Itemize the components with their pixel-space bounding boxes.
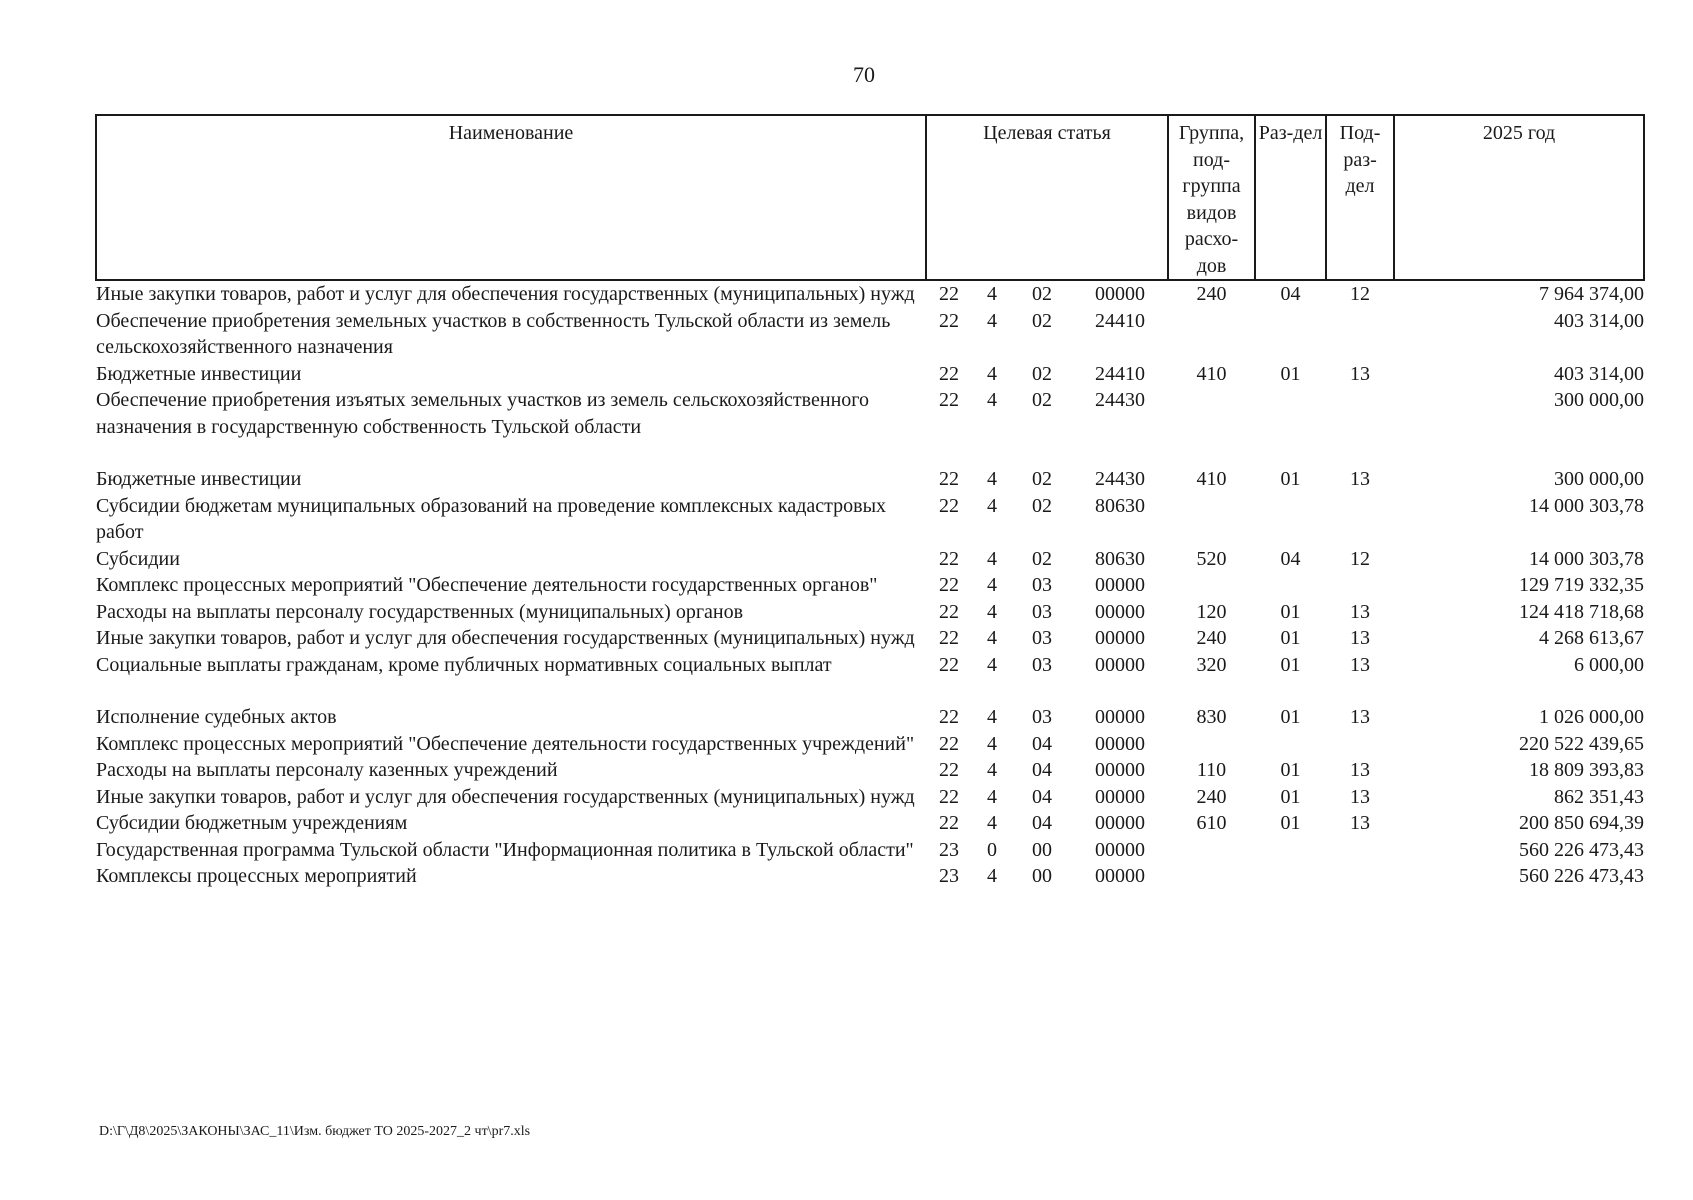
target-code-type: 4 (987, 600, 997, 623)
target-code-program: 22 (939, 812, 959, 834)
budget-table (95, 114, 1645, 890)
row-name: Социальные выплаты гражданам, кроме публичных нормативных социальных выплат (96, 653, 832, 676)
expense-group: 240 (1196, 785, 1227, 808)
section-code: 01 (1280, 785, 1301, 808)
target-code-complex: 02 (1032, 362, 1052, 385)
target-code-program: 22 (939, 653, 959, 676)
row-name: Субсидии (96, 547, 180, 570)
target-code-direction: 00000 (1095, 627, 1146, 649)
target-code-type: 4 (987, 468, 997, 490)
table-row (96, 784, 1644, 811)
section-code (1255, 731, 1326, 758)
target-code-program: 22 (939, 309, 959, 332)
row-name: Иные закупки товаров, работ и услуг для обеспечения государственных (муниципальных) нужд (96, 627, 915, 649)
target-code-program: 22 (939, 706, 959, 728)
subsection-code: 13 (1350, 468, 1371, 490)
row-name: Бюджетные инвестиции (96, 362, 302, 385)
target-code-type: 4 (987, 574, 997, 596)
subsection-code (1326, 493, 1394, 546)
target-code-program: 22 (939, 627, 959, 649)
target-code-program: 22 (939, 547, 959, 570)
expense-group (1168, 863, 1255, 890)
target-code-complex: 02 (1032, 309, 1052, 332)
row-name: Комплекс процессных мероприятий "Обеспечение деятельности государственных органов" (96, 574, 878, 596)
target-code-complex: 04 (1032, 759, 1052, 781)
subsection-code: 13 (1350, 653, 1371, 676)
target-code-direction: 00000 (1095, 706, 1146, 728)
target-code-complex: 04 (1032, 732, 1052, 755)
subsection-code: 12 (1350, 283, 1371, 305)
subsection-code (1326, 863, 1394, 890)
table-body (96, 280, 1644, 890)
row-name: Государственная программа Тульской области "Информационная политика в Тульской области" (96, 838, 914, 861)
target-code-direction: 00000 (1095, 574, 1146, 596)
table-row (96, 757, 1644, 784)
target-code-direction: 24410 (1095, 309, 1146, 332)
target-code-direction: 00000 (1095, 283, 1146, 305)
expense-group: 410 (1196, 362, 1227, 385)
target-code-type: 0 (987, 838, 997, 861)
target-code-direction: 00000 (1095, 653, 1146, 676)
row-name: Субсидии бюджетам муниципальных образований на проведение комплексных кадастровых работ (96, 494, 887, 543)
expense-group: 110 (1196, 759, 1227, 781)
subsection-code: 13 (1350, 627, 1371, 649)
header-name: Наименование (96, 115, 926, 280)
target-code-direction: 00000 (1095, 838, 1146, 861)
amount-2025: 403 314,00 (1554, 362, 1645, 385)
row-name: Обеспечение приобретения земельных участков в собственность Тульской области из земель сельскохозяйственного назначения (96, 309, 891, 358)
section-code (1255, 837, 1326, 864)
target-code-type: 4 (987, 706, 997, 728)
target-code-complex: 02 (1032, 494, 1052, 517)
target-code-type: 4 (987, 865, 997, 887)
target-code-direction: 00000 (1095, 600, 1146, 623)
header-subsection: Под-раз-дел (1326, 115, 1394, 280)
expense-group (1168, 308, 1255, 361)
target-code-program: 22 (939, 732, 959, 755)
row-name: Иные закупки товаров, работ и услуг для обеспечения государственных (муниципальных) нужд (96, 785, 915, 808)
header-section: Раз-дел (1255, 115, 1326, 280)
target-code-program: 22 (939, 362, 959, 385)
target-code-program: 22 (939, 494, 959, 517)
section-code: 01 (1280, 600, 1301, 623)
table-row (96, 493, 1644, 546)
expense-group: 120 (1196, 600, 1227, 623)
section-code: 04 (1280, 283, 1301, 305)
target-code-type: 4 (987, 362, 997, 385)
table-row (96, 704, 1644, 731)
target-code-complex: 03 (1032, 627, 1052, 649)
expense-group: 830 (1196, 706, 1227, 728)
amount-2025: 129 719 332,35 (1519, 574, 1645, 596)
header-expense-group: Группа, под-группа видов расхо-дов (1168, 115, 1255, 280)
amount-2025: 560 226 473,43 (1519, 865, 1645, 887)
row-name: Исполнение судебных актов (96, 706, 337, 728)
target-code-complex: 00 (1032, 838, 1052, 861)
target-code-type: 4 (987, 283, 997, 305)
section-code: 04 (1280, 547, 1301, 570)
table-row (96, 546, 1644, 573)
target-code-direction: 80630 (1095, 547, 1146, 570)
expense-group (1168, 493, 1255, 546)
row-name: Комплексы процессных мероприятий (96, 865, 417, 887)
section-code (1255, 863, 1326, 890)
section-code (1255, 308, 1326, 361)
table-row (96, 599, 1644, 626)
target-code-program: 22 (939, 574, 959, 596)
amount-2025: 18 809 393,83 (1529, 759, 1645, 781)
target-code-type: 4 (987, 732, 997, 755)
amount-2025: 300 000,00 (1554, 389, 1645, 411)
target-code-complex: 02 (1032, 283, 1052, 305)
amount-2025: 403 314,00 (1554, 309, 1645, 332)
subsection-code: 13 (1350, 785, 1371, 808)
subsection-code: 13 (1350, 812, 1371, 834)
subsection-code: 13 (1350, 600, 1371, 623)
target-code-direction: 24430 (1095, 389, 1146, 411)
target-code-direction: 24410 (1095, 362, 1146, 385)
table-row (96, 466, 1644, 493)
expense-group: 610 (1196, 812, 1227, 834)
expense-group (1168, 572, 1255, 599)
table-row (96, 837, 1644, 864)
table-row (96, 625, 1644, 652)
expense-group (1168, 837, 1255, 864)
table-header (96, 115, 1644, 280)
target-code-direction: 00000 (1095, 759, 1146, 781)
target-code-type: 4 (987, 759, 997, 781)
target-code-type: 4 (987, 627, 997, 649)
section-code (1255, 572, 1326, 599)
section-code: 01 (1280, 706, 1301, 728)
page-number: 70 (853, 62, 875, 87)
target-code-type: 4 (987, 547, 997, 570)
table-row (96, 361, 1644, 388)
expense-group: 410 (1196, 468, 1227, 490)
amount-2025: 14 000 303,78 (1529, 547, 1645, 570)
table-row (96, 308, 1644, 361)
subsection-code (1326, 387, 1394, 466)
amount-2025: 14 000 303,78 (1529, 494, 1645, 517)
amount-2025: 200 850 694,39 (1519, 812, 1645, 834)
target-code-complex: 02 (1032, 547, 1052, 570)
section-code (1255, 493, 1326, 546)
target-code-complex: 02 (1032, 468, 1052, 490)
amount-2025: 124 418 718,68 (1519, 600, 1645, 623)
expense-group (1168, 731, 1255, 758)
target-code-program: 23 (939, 838, 959, 861)
amount-2025: 300 000,00 (1554, 468, 1645, 490)
section-code: 01 (1280, 812, 1301, 834)
subsection-code (1326, 572, 1394, 599)
table-row (96, 572, 1644, 599)
row-name: Комплекс процессных мероприятий "Обеспечение деятельности государственных учреждений" (96, 732, 915, 755)
target-code-program: 23 (939, 865, 959, 887)
target-code-program: 22 (939, 283, 959, 305)
subsection-code: 12 (1350, 547, 1371, 570)
file-path-footer: D:\Г\Д8\2025\ЗАКОНЫ\ЗАС_11\Изм. бюджет ТО 2025-2027_2 чт\pr7.xls (99, 1124, 531, 1139)
row-name: Обеспечение приобретения изъятых земельных участков из земель сельскохозяйственного назначения в государственную собственность Тульской области (96, 389, 869, 438)
section-code (1255, 387, 1326, 466)
section-code: 01 (1280, 468, 1301, 490)
subsection-code (1326, 837, 1394, 864)
target-code-complex: 04 (1032, 812, 1052, 834)
section-code: 01 (1280, 759, 1301, 781)
expense-group (1168, 387, 1255, 466)
row-name: Расходы на выплаты персоналу государственных (муниципальных) органов (96, 600, 744, 623)
header-target-article: Целевая статья (926, 115, 1168, 280)
table-row (96, 387, 1644, 466)
subsection-code: 13 (1350, 706, 1371, 728)
target-code-complex: 04 (1032, 785, 1052, 808)
target-code-direction: 00000 (1095, 732, 1146, 755)
expense-group: 320 (1196, 653, 1227, 676)
target-code-complex: 00 (1032, 865, 1052, 887)
table-row (96, 280, 1644, 308)
target-code-direction: 00000 (1095, 812, 1146, 834)
subsection-code (1326, 731, 1394, 758)
table-row (96, 810, 1644, 837)
row-name: Иные закупки товаров, работ и услуг для обеспечения государственных (муниципальных) нужд (96, 283, 915, 305)
target-code-direction: 00000 (1095, 865, 1146, 887)
amount-2025: 1 026 000,00 (1539, 706, 1645, 728)
target-code-type: 4 (987, 494, 997, 517)
target-code-complex: 02 (1032, 389, 1052, 411)
row-name: Бюджетные инвестиции (96, 468, 302, 490)
target-code-program: 22 (939, 389, 959, 411)
target-code-type: 4 (987, 812, 997, 834)
target-code-program: 22 (939, 759, 959, 781)
target-code-program: 22 (939, 600, 959, 623)
expense-group: 240 (1196, 283, 1227, 305)
target-code-type: 4 (987, 653, 997, 676)
expense-group: 520 (1196, 547, 1227, 570)
target-code-program: 22 (939, 785, 959, 808)
section-code: 01 (1280, 362, 1301, 385)
amount-2025: 560 226 473,43 (1519, 838, 1645, 861)
amount-2025: 4 268 613,67 (1539, 627, 1645, 649)
target-code-complex: 03 (1032, 574, 1052, 596)
target-code-type: 4 (987, 389, 997, 411)
target-code-complex: 03 (1032, 653, 1052, 676)
section-code: 01 (1280, 653, 1301, 676)
target-code-complex: 03 (1032, 600, 1052, 623)
expense-group: 240 (1196, 627, 1227, 649)
amount-2025: 6 000,00 (1574, 653, 1645, 676)
target-code-direction: 80630 (1095, 494, 1146, 517)
header-year: 2025 год (1394, 115, 1644, 280)
row-name: Расходы на выплаты персоналу казенных учреждений (96, 759, 558, 781)
target-code-complex: 03 (1032, 706, 1052, 728)
row-name: Субсидии бюджетным учреждениям (96, 812, 408, 834)
table-row (96, 652, 1644, 705)
subsection-code: 13 (1350, 362, 1371, 385)
table-row (96, 731, 1644, 758)
amount-2025: 862 351,43 (1554, 785, 1645, 808)
target-code-direction: 24430 (1095, 468, 1146, 490)
section-code: 01 (1280, 627, 1301, 649)
target-code-program: 22 (939, 468, 959, 490)
target-code-type: 4 (987, 785, 997, 808)
amount-2025: 7 964 374,00 (1539, 283, 1645, 305)
subsection-code: 13 (1350, 759, 1371, 781)
subsection-code (1326, 308, 1394, 361)
target-code-direction: 00000 (1095, 785, 1146, 808)
target-code-type: 4 (987, 309, 997, 332)
table-row (96, 863, 1644, 890)
amount-2025: 220 522 439,65 (1519, 732, 1645, 755)
